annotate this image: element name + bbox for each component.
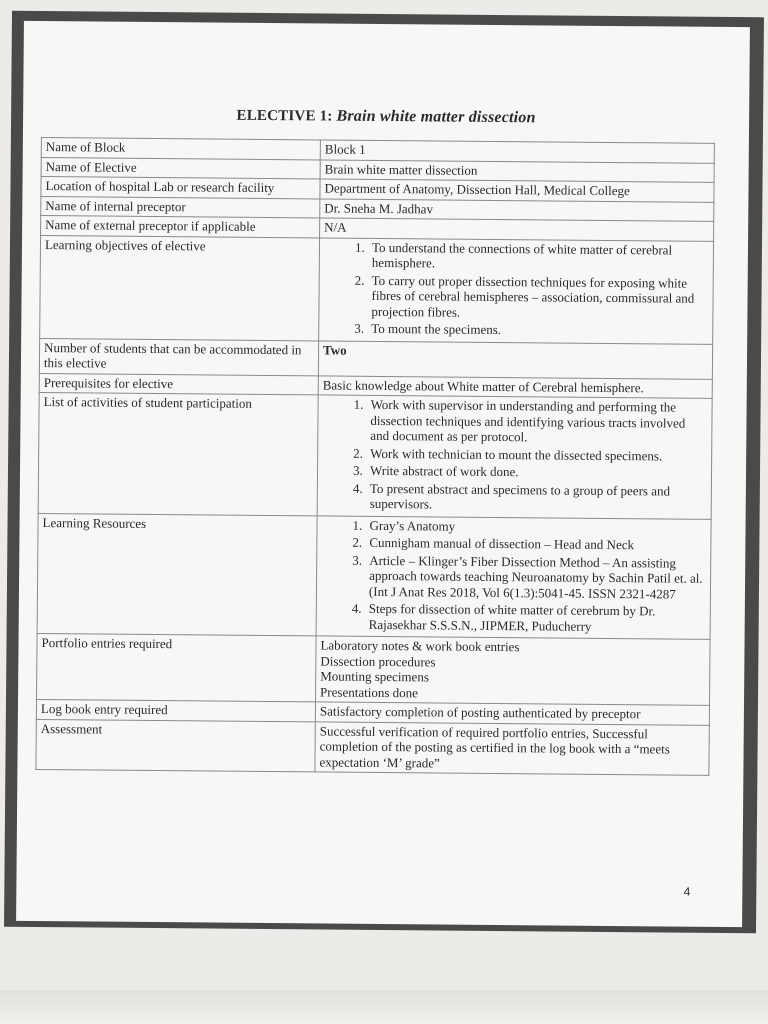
list-item: 4. To present abstract and specimens to a group of peers and supervisors. xyxy=(366,480,705,514)
label-block: Name of Block xyxy=(41,138,320,160)
value-block: Block 1 xyxy=(320,140,714,163)
value-prerequisites: Basic knowledge about White matter of Cerebral hemisphere. xyxy=(318,375,712,398)
value-logbook: Satisfactory completion of posting authenticated by preceptor xyxy=(315,702,709,725)
portfolio-line: Dissection procedures xyxy=(320,652,436,669)
label-internal-preceptor: Name of internal preceptor xyxy=(41,196,320,218)
label-elective: Name of Elective xyxy=(41,157,320,179)
row-resources xyxy=(37,513,711,639)
list-item: 1. To understand the connections of white matter of cerebral hemisphere. xyxy=(368,239,707,273)
portfolio-line: Laboratory notes & work book entries xyxy=(320,637,520,655)
title-italic: Brain white matter dissection xyxy=(336,107,536,127)
label-location: Location of hospital Lab or research facility xyxy=(41,177,320,199)
portfolio-line: Mounting specimens xyxy=(320,668,429,685)
list-item: 4. Steps for dissection of white matter of cerebrum by Dr. Rajasekhar S.S.S.N., JIPMER, Puducherry xyxy=(365,601,704,635)
list-item: 3. Article – Klinger’s Fiber Dissection Method – An assisting approach towards teaching Neuroanatomy by Sachin Patil et. al. (Int J Anat Res 2018, Vol 6(1.3):5041-45. ISSN 2321-4287 xyxy=(365,552,704,601)
value-assessment: Successful verification of required portfolio entries, Successful completion of the posting as certified in the log book with a “meets expectation ‘M’ grade” xyxy=(315,721,709,775)
row-activities xyxy=(38,392,712,518)
label-assessment: Assessment xyxy=(36,719,315,772)
label-portfolio: Portfolio entries required xyxy=(37,633,317,701)
list-item: 2. Cunnigham manual of dissection – Head and Neck xyxy=(365,535,704,553)
list-item: 2. To carry out proper dissection techniques for exposing white fibres of cerebral hemispheres – association, commissural and projection fibres. xyxy=(367,272,706,321)
list-item: 1. Work with supervisor in understanding and performing the dissection techniques and identifying various tracts involved and document as per protocol. xyxy=(366,397,705,446)
value-elective: Brain white matter dissection xyxy=(320,159,714,182)
value-external-preceptor: N/A xyxy=(320,218,714,241)
row-objectives xyxy=(40,235,714,344)
row-portfolio xyxy=(37,633,711,705)
value-internal-preceptor: Dr. Sneha M. Jadhav xyxy=(320,198,714,221)
value-resources xyxy=(316,515,711,639)
page-number: 4 xyxy=(683,884,691,899)
label-resources: Learning Resources xyxy=(37,513,317,636)
list-item: 1. Gray’s Anatomy xyxy=(365,517,704,535)
label-logbook: Log book entry required xyxy=(36,699,315,721)
list-item: 2. Work with technician to mount the dissected specimens. xyxy=(366,445,705,463)
label-prerequisites: Prerequisites for elective xyxy=(39,373,318,395)
title-prefix: ELECTIVE 1: xyxy=(236,107,337,125)
value-objectives xyxy=(319,237,714,343)
list-item: 3. To mount the specimens. xyxy=(367,321,706,339)
label-objectives: Learning objectives of elective xyxy=(40,235,320,340)
value-students: Two xyxy=(318,340,712,378)
page-title xyxy=(23,105,749,129)
value-location: Department of Anatomy, Dissection Hall, Medical College xyxy=(320,179,714,202)
document-page xyxy=(16,21,750,927)
photo-floor-strip xyxy=(0,990,768,1024)
activities-list xyxy=(322,396,706,514)
row-assessment xyxy=(36,719,709,775)
label-activities: List of activities of student participation xyxy=(38,392,318,515)
elective-table xyxy=(35,137,714,776)
list-item: 3. Write abstract of work done. xyxy=(366,463,705,481)
resources-list xyxy=(321,517,705,635)
label-students: Number of students that can be accommodated in this elective xyxy=(39,338,318,375)
portfolio-line: Presentations done xyxy=(320,683,419,700)
label-external-preceptor: Name of external preceptor if applicable xyxy=(41,216,320,238)
value-portfolio xyxy=(316,636,711,705)
objectives-list xyxy=(323,239,707,339)
row-students xyxy=(39,338,712,379)
value-activities xyxy=(317,395,712,519)
